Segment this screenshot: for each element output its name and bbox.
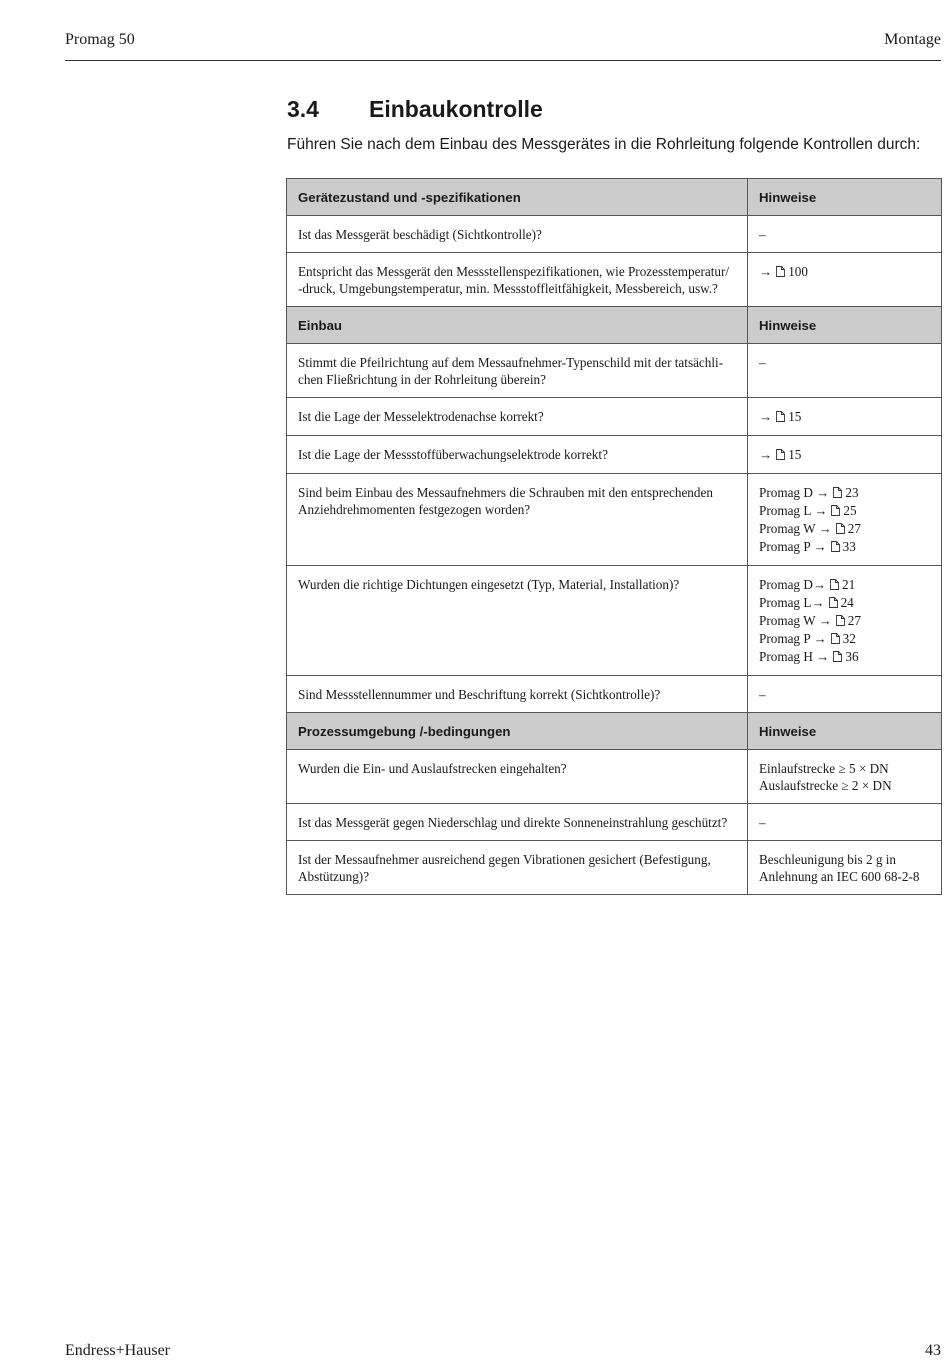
- page-reference: [759, 263, 930, 281]
- check-question-cell: [287, 344, 748, 398]
- notes-heading-cell: Hinweise: [748, 179, 942, 216]
- reference-prefix: Promag P: [759, 631, 814, 646]
- check-question-cell: [287, 841, 748, 895]
- check-notes-cell: [748, 750, 942, 804]
- arrow-right-icon: →: [759, 264, 773, 279]
- footer-page-number: 43: [925, 1342, 941, 1359]
- note-text: Anlehnung an IEC 600 68-2-8: [759, 869, 920, 884]
- page-icon: [829, 595, 838, 612]
- table-row: [287, 216, 942, 253]
- check-question-cell: [287, 804, 748, 841]
- note-text: Auslaufstrecke ≥ 2 × DN: [759, 778, 892, 793]
- table-row: [287, 841, 942, 895]
- arrow-right-icon: →: [813, 539, 827, 554]
- page-reference: [759, 538, 930, 556]
- page-icon: [833, 485, 842, 502]
- arrow-right-icon: →: [811, 595, 825, 610]
- page-icon: [830, 577, 839, 594]
- reference-page-number: 15: [788, 447, 802, 462]
- arrow-right-icon: →: [818, 521, 832, 536]
- header-product-name: Promag 50: [65, 31, 135, 48]
- check-question-cell: [287, 750, 748, 804]
- reference-prefix: Promag W: [759, 521, 819, 536]
- check-question-line: Wurden die Ein- und Auslaufstrecken eingehalten?: [298, 761, 567, 776]
- check-notes-cell: [748, 841, 942, 895]
- page-reference: [759, 408, 930, 426]
- check-question-cell: [287, 566, 748, 676]
- check-question-line: Entspricht das Messgerät den Messstellenspezifikationen, wie Prozesstemperatur/: [298, 264, 730, 279]
- arrow-right-icon: →: [818, 613, 832, 628]
- arrow-right-icon: →: [759, 409, 773, 424]
- page-icon: [776, 264, 785, 281]
- table-row: [287, 253, 942, 307]
- page-reference: [759, 630, 930, 648]
- page-icon: [831, 631, 840, 648]
- intro-text: Führen Sie nach dem Einbau des Messgerätes in die Rohrleitung folgende Kontrollen durch:: [287, 136, 921, 153]
- check-notes-cell: [748, 804, 942, 841]
- page-reference: [759, 484, 930, 502]
- page-reference: [759, 502, 930, 520]
- table-row: [287, 398, 942, 436]
- table-section-header: [287, 179, 942, 216]
- check-question-line: Sind beim Einbau des Messaufnehmers die Schrauben mit den entsprechenden: [298, 485, 713, 500]
- table-row: [287, 436, 942, 474]
- reference-page-number: 33: [842, 539, 856, 554]
- reference-prefix: Promag P: [759, 539, 814, 554]
- table-section-header: [287, 713, 942, 750]
- page-reference: [759, 612, 930, 630]
- reference-page-number: 100: [788, 264, 808, 279]
- reference-prefix: Promag D: [759, 485, 817, 500]
- page-icon: [776, 409, 785, 426]
- table-section-header: [287, 307, 942, 344]
- reference-prefix: Promag L: [759, 595, 812, 610]
- check-question-cell: [287, 676, 748, 713]
- check-question-line: Stimmt die Pfeilrichtung auf dem Messaufnehmer-Typenschild mit der tatsächli-: [298, 355, 724, 370]
- table-row: [287, 344, 942, 398]
- check-question-line: Ist die Lage der Messstoffüberwachungselektrode korrekt?: [298, 447, 608, 462]
- notes-heading-cell: Hinweise: [748, 713, 942, 750]
- reference-page-number: 25: [843, 503, 857, 518]
- section-heading-cell: Prozessumgebung /-bedingungen: [287, 713, 748, 750]
- reference-page-number: 27: [847, 613, 861, 628]
- section-heading-cell: Einbau: [287, 307, 748, 344]
- section-title: Einbaukontrolle: [369, 96, 543, 122]
- page-reference: [759, 648, 930, 666]
- reference-page-number: 24: [840, 595, 854, 610]
- reference-prefix: Promag W: [759, 613, 819, 628]
- check-notes-cell: [748, 676, 942, 713]
- check-notes-cell: [748, 566, 942, 676]
- footer-company: Endress+Hauser: [65, 1342, 170, 1359]
- reference-page-number: 27: [847, 521, 861, 536]
- arrow-right-icon: →: [812, 577, 827, 592]
- page-icon: [776, 447, 785, 464]
- check-question-line: Ist der Messaufnehmer ausreichend gegen Vibrationen gesichert (Befestigung,: [298, 852, 711, 867]
- page-icon: [831, 503, 840, 520]
- installation-check-table: [286, 178, 942, 895]
- check-question-cell: [287, 253, 748, 307]
- section-number: 3.4: [287, 96, 319, 122]
- arrow-right-icon: →: [816, 649, 830, 664]
- reference-page-number: 36: [845, 649, 859, 664]
- check-question-line: Ist das Messgerät gegen Niederschlag und direkte Sonneneinstrahlung geschützt?: [298, 815, 728, 830]
- arrow-right-icon: →: [814, 503, 828, 518]
- section-heading: [287, 96, 543, 123]
- check-notes-cell: [748, 344, 942, 398]
- check-notes-cell: [748, 253, 942, 307]
- arrow-right-icon: →: [816, 485, 830, 500]
- page-reference: [759, 594, 930, 612]
- note-text: –: [759, 687, 766, 702]
- check-question-line: Anziehdrehmomenten festgezogen worden?: [298, 502, 531, 517]
- reference-page-number: 23: [845, 485, 859, 500]
- reference-page-number: 32: [842, 631, 856, 646]
- page-icon: [836, 613, 845, 630]
- check-question-line: Ist das Messgerät beschädigt (Sichtkontrolle)?: [298, 227, 542, 242]
- arrow-right-icon: →: [813, 631, 827, 646]
- reference-prefix: Promag H: [759, 649, 817, 664]
- note-text: Einlaufstrecke ≥ 5 × DN: [759, 761, 889, 776]
- check-question-line: chen Fließrichtung in der Rohrleitung überein?: [298, 372, 546, 387]
- check-question-line: Abstützung)?: [298, 869, 370, 884]
- check-question-line: Sind Messstellennummer und Beschriftung korrekt (Sichtkontrolle)?: [298, 687, 661, 702]
- reference-prefix: Promag L: [759, 503, 815, 518]
- page-icon: [836, 521, 845, 538]
- check-question-line: -druck, Umgebungstemperatur, min. Messstoffleitfähigkeit, Messbereich, usw.?: [298, 281, 718, 296]
- section-heading-cell: Gerätezustand und -spezifikationen: [287, 179, 748, 216]
- page-reference: [759, 576, 930, 594]
- check-notes-cell: [748, 436, 942, 474]
- page-reference: [759, 446, 930, 464]
- page-icon: [831, 539, 840, 556]
- check-notes-cell: [748, 474, 942, 566]
- table-row: [287, 676, 942, 713]
- note-text: –: [759, 227, 766, 242]
- check-notes-cell: [748, 398, 942, 436]
- note-text: –: [759, 815, 766, 830]
- check-question-line: Wurden die richtige Dichtungen eingesetzt (Typ, Material, Installation)?: [298, 577, 680, 592]
- reference-prefix: Promag D: [759, 577, 813, 592]
- page-icon: [833, 649, 842, 666]
- table-row: [287, 566, 942, 676]
- table-row: [287, 750, 942, 804]
- reference-page-number: 15: [788, 409, 802, 424]
- notes-heading-cell: Hinweise: [748, 307, 942, 344]
- page-reference: [759, 520, 930, 538]
- table-row: [287, 804, 942, 841]
- check-table-body: [287, 179, 942, 895]
- check-question-cell: [287, 436, 748, 474]
- check-question-cell: [287, 398, 748, 436]
- check-question-line: Ist die Lage der Messelektrodenachse korrekt?: [298, 409, 544, 424]
- note-text: –: [759, 355, 766, 370]
- header-chapter-name: Montage: [884, 31, 941, 48]
- check-question-cell: [287, 216, 748, 253]
- check-question-cell: [287, 474, 748, 566]
- table-row: [287, 474, 942, 566]
- note-text: Beschleunigung bis 2 g in: [759, 852, 896, 867]
- reference-page-number: 21: [842, 577, 856, 592]
- arrow-right-icon: →: [759, 447, 773, 462]
- check-notes-cell: [748, 216, 942, 253]
- header-rule: [65, 60, 941, 61]
